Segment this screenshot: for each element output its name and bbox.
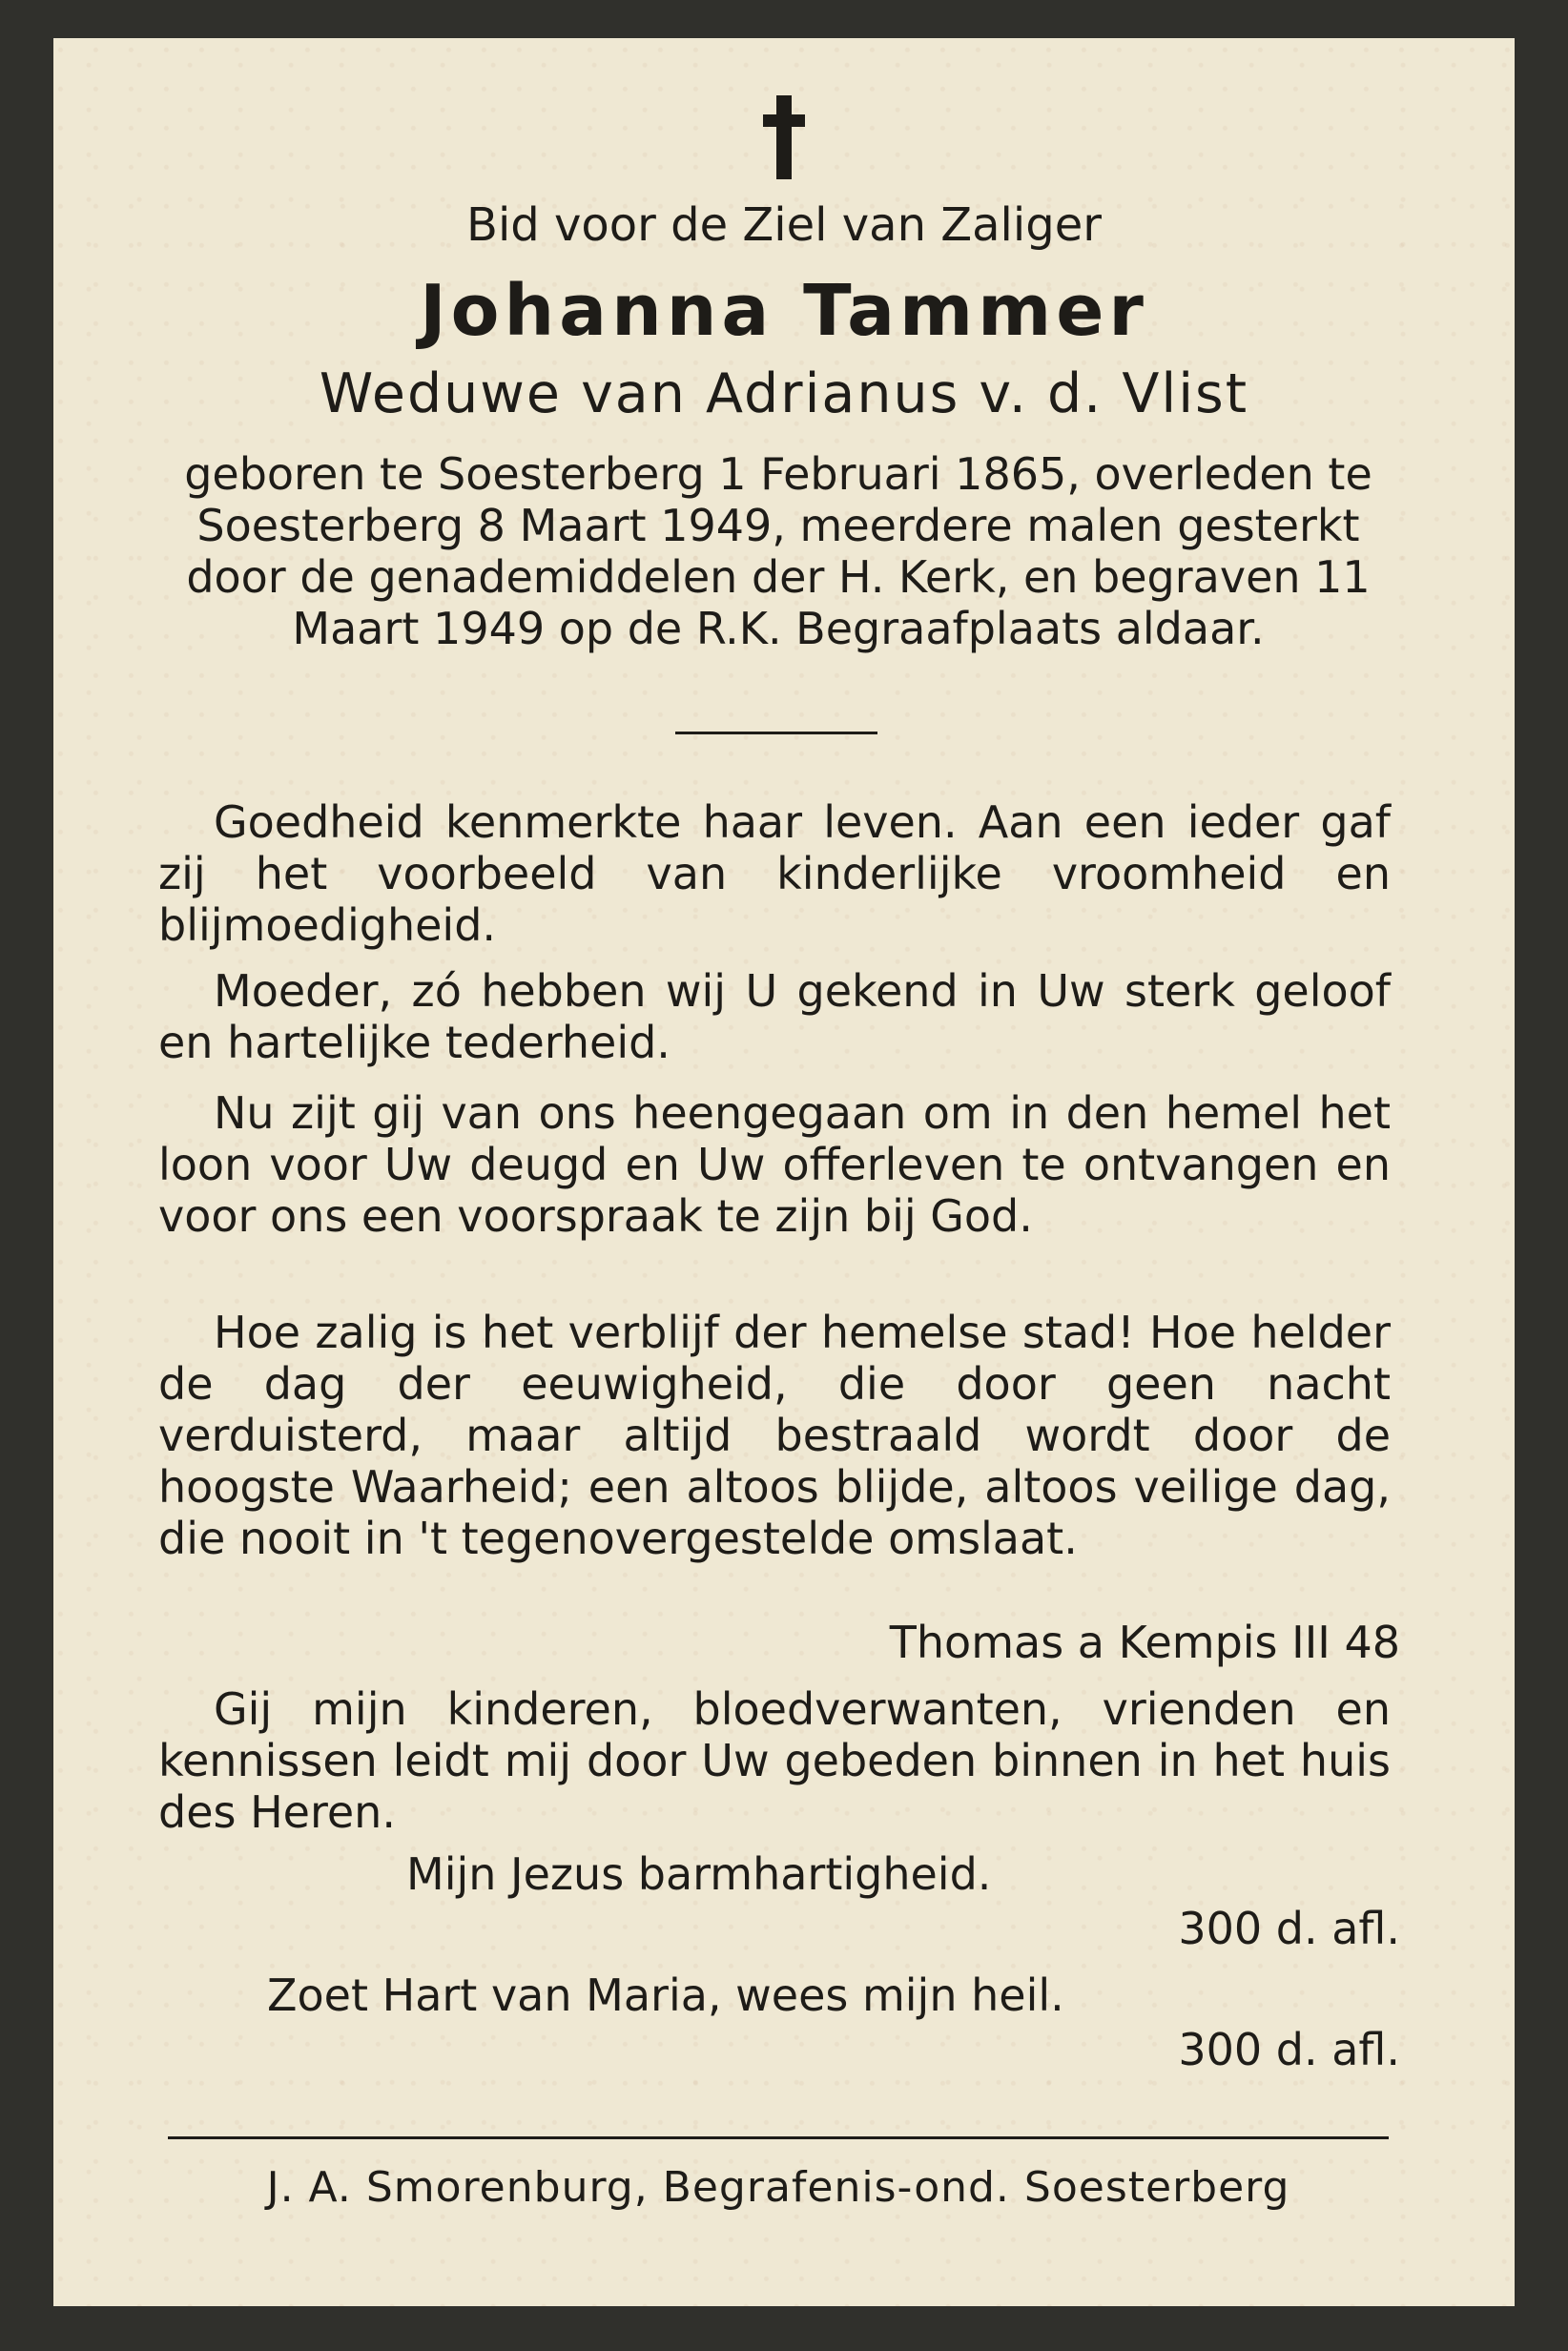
indulgence-1: 300 d. afl. — [1178, 1903, 1400, 1954]
divider — [675, 732, 877, 734]
footer-rule — [168, 2136, 1389, 2139]
printer-line: J. A. Smorenburg, Begrafenis-ond. Soesterberg — [266, 2163, 1290, 2212]
biography: geboren te Soesterberg 1 Februari 1865, overleden te Soesterberg 8 Maart 1949, meerdere malen gesterkt door de genademiddelen der H. Kerk, en begraven 11 Maart 1949 op de R.K. Begraafplaats aldaar. — [184, 448, 1372, 654]
card-paper — [53, 38, 1515, 2306]
deceased-name: Johanna Tammer — [420, 270, 1148, 352]
paragraph-4: Hoe zalig is het verblijf der hemelse stad! Hoe helder de dag der eeuwigheid, die door geen nacht verduisterd, maar altijd bestraald wordt door de hoogste Waarheid; een altoos blijde, altoos veilige dag, die nooit in 't tegenovergestelde omslaat. — [158, 1307, 1391, 1564]
indulgence-2: 300 d. afl. — [1178, 2024, 1400, 2075]
paragraph-2: Moeder, zó hebben wij U gekend in Uw sterk geloof en hartelijke tederheid. — [158, 965, 1391, 1068]
paragraph-3: Nu zijt gij van ons heengegaan om in den hemel het loon voor Uw deugd en Uw offerleven te ontvangen en voor ons een voorspraak te zijn bij God. — [158, 1087, 1391, 1242]
intro-line: Bid voor de Ziel van Zaliger — [466, 198, 1102, 252]
cross-icon — [763, 95, 805, 179]
prayer-2: Zoet Hart van Maria, wees mijn heil. — [267, 1969, 1064, 2021]
prayer-1: Mijn Jezus barmhartigheid. — [406, 1848, 992, 1900]
paragraph-1: Goedheid kenmerkte haar leven. Aan een ieder gaf zij het voorbeeld van kinderlijke vroomheid en blijmoedigheid. — [158, 796, 1391, 951]
quote-source: Thomas a Kempis III 48 — [889, 1617, 1400, 1668]
paragraph-5: Gij mijn kinderen, bloedverwanten, vrienden en kennissen leidt mij door Uw gebeden binnen in het huis des Heren. — [158, 1683, 1391, 1838]
widow-line: Weduwe van Adrianus v. d. Vlist — [319, 362, 1249, 425]
